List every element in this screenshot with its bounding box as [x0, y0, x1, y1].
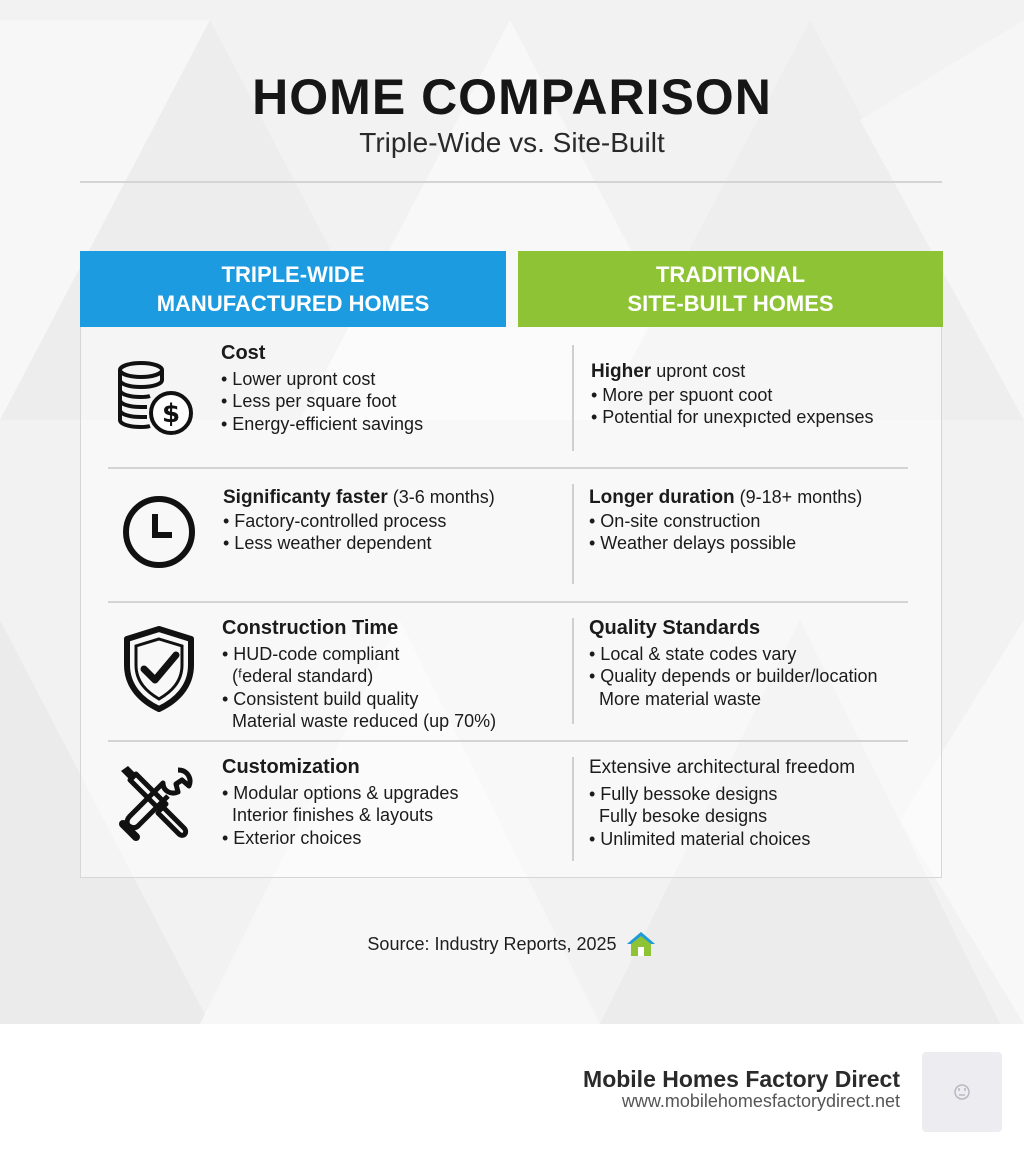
column-divider: [572, 757, 574, 861]
cost-right-cell: [591, 360, 873, 429]
column-divider: [572, 618, 574, 724]
list-item: (ᶠederal standard): [232, 666, 374, 686]
heading-rest: (3-6 months): [387, 487, 495, 507]
column-header-line: SITE-BUILT HOMES: [627, 291, 834, 316]
column-divider: [572, 345, 574, 451]
list-item: • Unlimited material choices: [589, 828, 811, 849]
list-item: • Exterior choices: [222, 827, 362, 848]
list-item: • Potential for unexpıcted expenses: [591, 407, 874, 427]
cell-heading: [589, 486, 862, 510]
heading-bold: Longer duration: [589, 487, 735, 508]
list-item: • HUD-code compliant: [222, 643, 400, 664]
cell-heading: [223, 486, 495, 510]
coins-dollar-icon: [114, 358, 194, 438]
source-note: [0, 930, 1024, 958]
column-header-line: TRIPLE-WIDE: [221, 262, 365, 287]
row-divider: [108, 601, 908, 603]
list-item: • Energy-efficient savings: [221, 413, 424, 434]
page-subtitle: Triple-Wide vs. Site-Built: [359, 127, 665, 158]
list-item: • Local & state codes vary: [589, 643, 797, 664]
list-item: • Less per square foot: [221, 391, 397, 411]
page-title: HOME COMPARISON: [252, 69, 772, 125]
logo-placeholder: [922, 1052, 1002, 1132]
list-item: Fully besoke designs: [599, 806, 768, 826]
column-header-triple-wide: [80, 251, 506, 327]
heading-bold: Higher: [591, 361, 652, 382]
customization-right-cell: [589, 757, 855, 850]
list-item: • Consistent build quality: [222, 688, 419, 709]
list-item: • Fully bessoke designs: [589, 783, 778, 804]
list-item: • Weather delays possible: [589, 533, 797, 553]
row-divider: [108, 740, 908, 742]
list-item: Material waste reduced (up 70%): [232, 711, 497, 731]
column-header-site-built: [518, 251, 943, 327]
heading-bold: Significanty faster: [223, 487, 388, 508]
list-item: Interior finishes & layouts: [232, 805, 434, 825]
house-icon: [625, 930, 657, 958]
cell-heading: Construction Time: [222, 617, 399, 639]
list-item: More material waste: [599, 688, 762, 709]
svg-text:$: $: [161, 399, 181, 429]
source-text: Source: Industry Reports, 2025: [367, 933, 617, 954]
cell-heading: [591, 360, 873, 384]
list-item: • Quality depends or builder/location: [589, 666, 878, 686]
time-left-cell: [223, 486, 495, 555]
column-divider: [572, 484, 574, 584]
customization-left-cell: [222, 756, 458, 849]
column-header-line: TRADITIONAL: [655, 262, 806, 287]
list-item: • On-site construction: [589, 510, 761, 531]
quality-right-cell: [589, 617, 877, 710]
list-item: • Lower upront cost: [221, 368, 376, 389]
quality-left-cell: [222, 617, 496, 733]
clock-icon: [121, 494, 197, 570]
shield-check-icon: [121, 625, 197, 713]
cell-heading: Customization: [222, 756, 360, 778]
logo-icon: [922, 1052, 1002, 1132]
cell-heading: Cost: [221, 342, 266, 364]
brush-wrench-icon: [116, 764, 196, 844]
footer-brand: Mobile Homes Factory Direct: [583, 1066, 900, 1092]
heading-rest: (9-18+ months): [734, 487, 863, 507]
title-divider: [80, 181, 942, 183]
list-item: • Modular options & upgrades: [222, 782, 459, 803]
cost-left-cell: [221, 342, 423, 435]
list-item: • Factory-controlled process: [223, 510, 447, 531]
column-header-line: MANUFACTURED HOMES: [156, 291, 430, 316]
cell-heading: Extensive architectural freedom: [589, 757, 856, 778]
list-item: • More per spuont coot: [591, 384, 773, 405]
cell-heading: Quality Standards: [589, 617, 761, 639]
footer-url[interactable]: www.mobilehomesfactorydirect.net: [621, 1091, 900, 1111]
time-right-cell: [589, 486, 862, 555]
heading-rest: upront cost: [651, 361, 746, 381]
row-divider: [108, 467, 908, 469]
list-item: • Less weather dependent: [223, 533, 432, 553]
